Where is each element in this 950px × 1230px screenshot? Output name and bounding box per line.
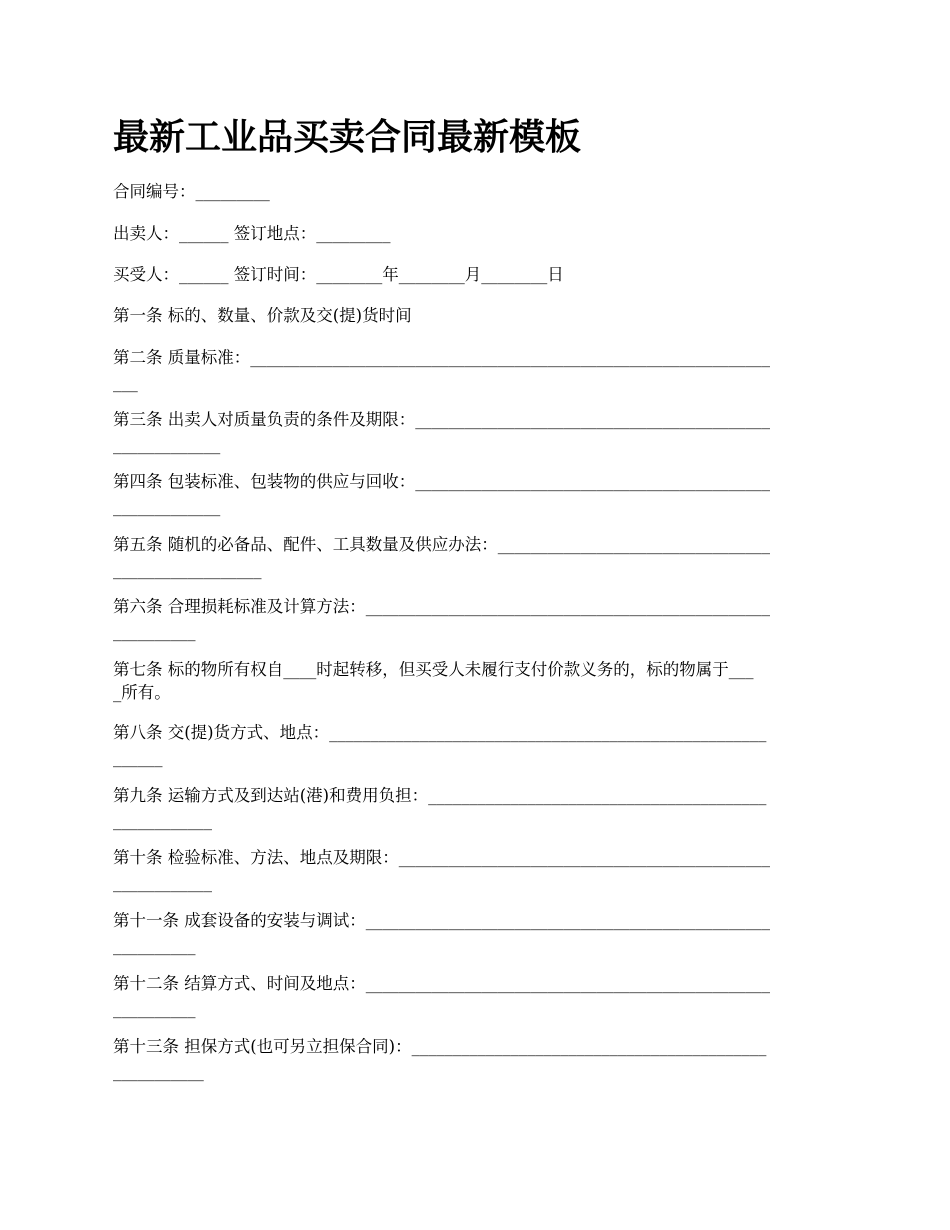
article-5: 第五条 随机的必备品、配件、工具数量及供应办法：_________________________________ bbox=[113, 535, 770, 554]
article-12: 第十二条 结算方式、时间及地点：_________________________________________________ bbox=[113, 974, 770, 993]
article-10-continued: ____________ bbox=[113, 873, 212, 892]
article-9-continued: ____________ bbox=[113, 811, 212, 830]
article-13: 第十三条 担保方式(也可另立担保合同)：___________________________________________ bbox=[113, 1037, 767, 1056]
article-9: 第九条 运输方式及到达站(港)和费用负担：_________________________________________ bbox=[113, 786, 767, 805]
article-1: 第一条 标的、数量、价款及交(提)货时间 bbox=[113, 306, 412, 325]
article-13-continued: ___________ bbox=[113, 1062, 204, 1081]
article-3: 第三条 出卖人对质量负责的条件及期限：___________________________________________ bbox=[113, 410, 770, 429]
article-11: 第十一条 成套设备的安装与调试：_________________________________________________ bbox=[113, 911, 770, 930]
article-8: 第八条 交(提)货方式、地点：_____________________________________________________ bbox=[113, 723, 767, 742]
page-title: 最新工业品买卖合同最新模板 bbox=[113, 117, 582, 158]
buyer-line: 买受人：______ 签订时间：________年________月________日 bbox=[113, 265, 564, 284]
article-2-continued: ___ bbox=[113, 373, 138, 392]
article-8-continued: ______ bbox=[113, 748, 163, 767]
article-10: 第十条 检验标准、方法、地点及期限：_____________________________________________ bbox=[113, 848, 770, 867]
article-4: 第四条 包装标准、包装物的供应与回收：___________________________________________ bbox=[113, 472, 770, 491]
article-6: 第六条 合理损耗标准及计算方法：_________________________________________________ bbox=[113, 597, 770, 616]
contract-number-line: 合同编号：_________ bbox=[113, 182, 270, 201]
article-12-continued: __________ bbox=[113, 999, 196, 1018]
article-7-continued: _所有。 bbox=[113, 683, 171, 702]
article-3-continued: _____________ bbox=[113, 435, 221, 454]
article-4-continued: _____________ bbox=[113, 497, 221, 516]
article-5-continued: __________________ bbox=[113, 560, 262, 579]
article-7: 第七条 标的物所有权自____时起转移，但买受人未履行支付价款义务的，标的物属于___ bbox=[113, 660, 754, 679]
article-2: 第二条 质量标准：_______________________________________________________________ bbox=[113, 348, 770, 367]
seller-line: 出卖人：______ 签订地点：_________ bbox=[113, 224, 391, 243]
article-11-continued: __________ bbox=[113, 936, 196, 955]
article-6-continued: __________ bbox=[113, 622, 196, 641]
